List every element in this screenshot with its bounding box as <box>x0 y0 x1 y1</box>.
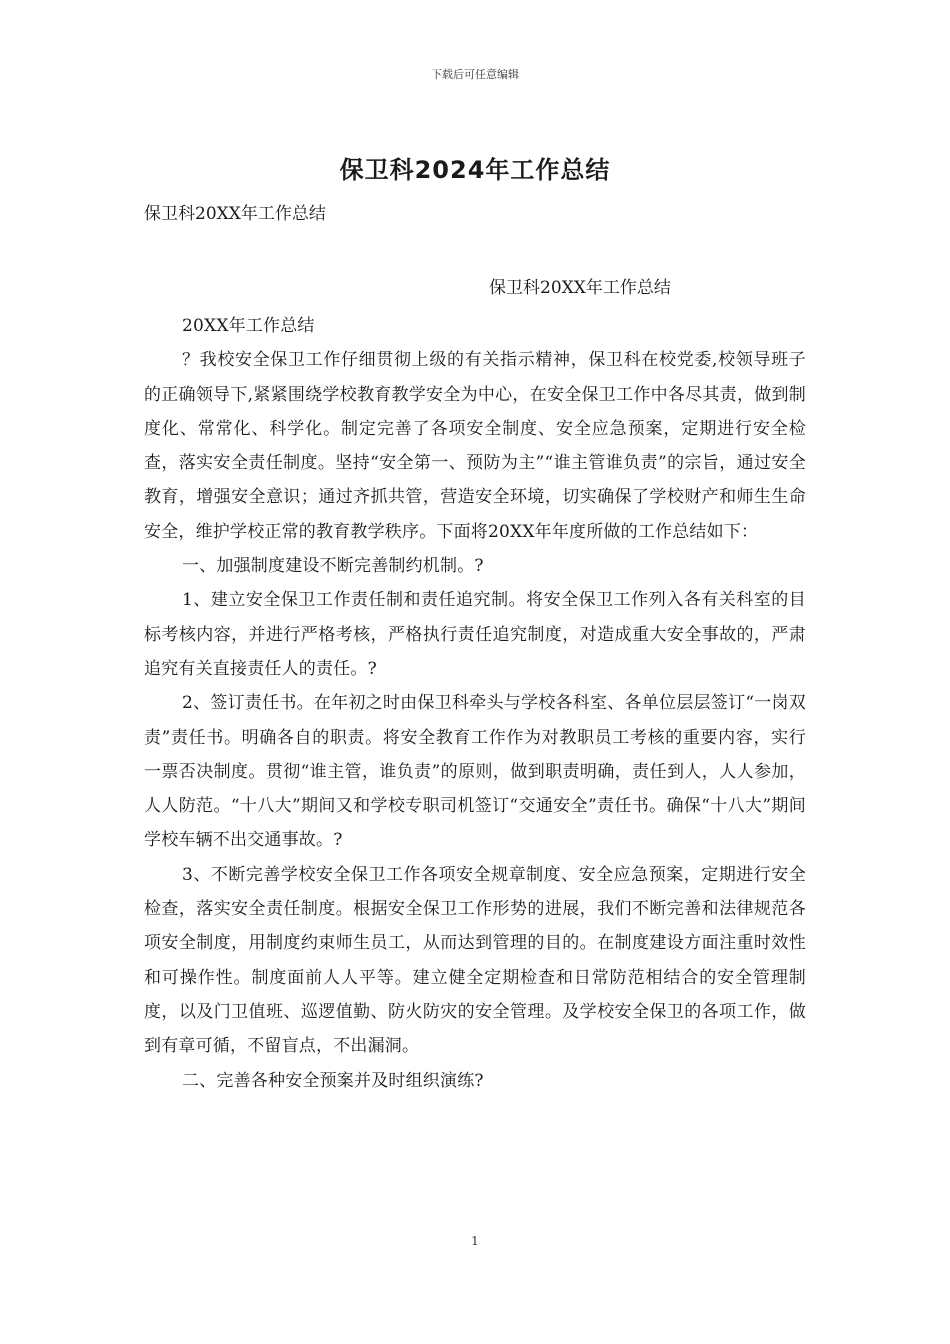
document-body <box>144 309 806 1098</box>
paragraph-intro: ？我校安全保卫工作仔细贯彻上级的有关指示精神，保卫科在校党委,校领导班子的正确领导下,紧紧围绕学校教育教学安全为中心，在安全保卫工作中各尽其责，做到制度化、常常化、科学化。制定完善了各项安全制度、安全应急预案，定期进行安全检查，落实安全责任制度。坚持“安全第一、预防为主”“谁主管谁负责”的宗旨，通过安全教育，增强安全意识；通过齐抓共管，营造安全环境，切实确保了学校财产和师生生命安全，维护学校正常的教育教学秩序。下面将20XX年年度所做的工作总结如下： <box>144 350 806 542</box>
page-number: 1 <box>471 1234 479 1248</box>
paragraph-section-1-heading: 一、加强制度建设不断完善制约机制。? <box>182 556 484 577</box>
page-header-note: 下载后可任意编辑 <box>431 68 519 81</box>
paragraph-item-2: 2、签订责任书。在年初之时由保卫科牵头与学校各科室、各单位层层签订“一岗双责”责任书。明确各自的职责。将安全教育工作作为对教职员工考核的重要内容，实行一票否决制度。贯彻“谁主管，谁负责”的原则，做到职责明确，责任到人，人人参加，人人防范。“十八大”期间又和学校专职司机签订“交通安全”责任书。确保“十八大”期间学校车辆不出交通事故。? <box>144 693 806 851</box>
paragraph-year-summary: 20XX年工作总结 <box>182 316 315 336</box>
paragraph-item-3: 3、不断完善学校安全保卫工作各项安全规章制度、安全应急预案，定期进行安全检查，落实安全责任制度。根据安全保卫工作形势的进展，我们不断完善和法律规范各项安全制度，用制度约束师生员工，从而达到管理的目的。在制度建设方面注重时效性和可操作性。制度面前人人平等。建立健全定期检查和日常防范相结合的安全管理制度，以及门卫值班、巡逻值勤、防火防灾的安全管理。及学校安全保卫的各项工作，做到有章可循，不留盲点，不出漏洞。 <box>144 864 806 1057</box>
document-title: 保卫科2024年工作总结 <box>339 156 611 184</box>
paragraph-section-2-heading: 二、完善各种安全预案并及时组织演练? <box>182 1070 484 1091</box>
paragraph-item-1: 1、建立安全保卫工作责任制和责任追究制。将安全保卫工作列入各有关科室的目标考核内容，并进行严格考核，严格执行责任追究制度，对造成重大安全事故的，严肃追究有关直接责任人的责任。? <box>144 590 806 679</box>
document-subtitle: 保卫科20XX年工作总结 <box>144 204 326 224</box>
center-heading: 保卫科20XX年工作总结 <box>489 278 671 298</box>
